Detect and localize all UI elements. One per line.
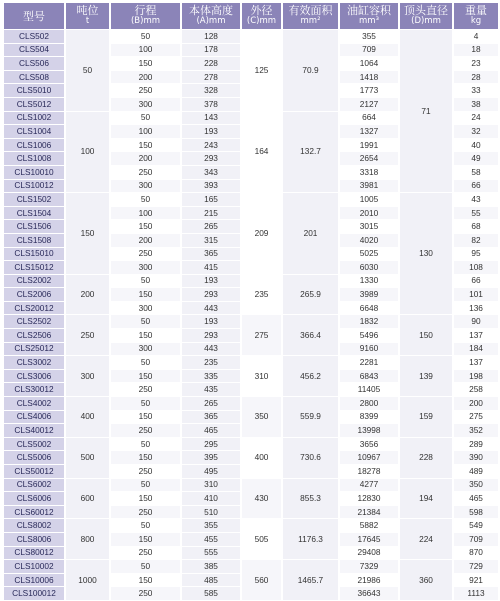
body-height-cell: 395 [182,451,240,464]
table-row [4,315,498,328]
cylinder-volume-cell: 7329 [340,560,398,573]
body-height-cell: 278 [182,71,240,84]
weight-cell: 709 [454,533,498,546]
model-cell: CLS4002 [4,397,64,410]
body-height-cell: 128 [182,30,240,43]
stroke-cell: 50 [111,397,180,410]
model-cell: CLS1008 [4,152,64,165]
body-height-cell: 555 [182,547,240,560]
stroke-cell: 250 [111,166,180,179]
weight-cell: 66 [454,180,498,193]
body-height-cell: 235 [182,356,240,369]
weight-cell: 43 [454,193,498,206]
model-cell: CLS1004 [4,125,64,138]
model-cell: CLS25012 [4,343,64,356]
spec-table [2,2,500,601]
weight-cell: 549 [454,519,498,532]
stroke-cell: 250 [111,506,180,519]
effective-area-cell: 855.3 [283,479,338,519]
weight-cell: 258 [454,383,498,396]
weight-cell: 82 [454,234,498,247]
tonnage-cell: 250 [66,315,109,355]
body-height-cell: 585 [182,587,240,600]
model-cell: CLS1002 [4,112,64,125]
weight-cell: 921 [454,574,498,587]
cylinder-volume-cell: 36643 [340,587,398,600]
weight-cell: 68 [454,220,498,233]
stroke-cell: 50 [111,560,180,573]
cylinder-volume-cell: 1327 [340,125,398,138]
cylinder-volume-cell: 4277 [340,479,398,492]
stroke-cell: 300 [111,180,180,193]
model-cell: CLS504 [4,44,64,57]
cylinder-volume-cell: 29408 [340,547,398,560]
model-cell: CLS80012 [4,547,64,560]
stroke-cell: 250 [111,547,180,560]
body-height-cell: 343 [182,166,240,179]
body-height-cell: 243 [182,139,240,152]
weight-cell: 55 [454,207,498,220]
outer-diameter-cell: 560 [242,560,281,600]
table-row [4,479,498,492]
effective-area-cell: 1176.3 [283,519,338,559]
stroke-cell: 150 [111,57,180,70]
stroke-cell: 150 [111,574,180,587]
model-cell: CLS30012 [4,383,64,396]
tonnage-cell: 600 [66,479,109,519]
stroke-cell: 300 [111,302,180,315]
model-cell: CLS4006 [4,411,64,424]
table-row [4,30,498,43]
model-cell: CLS100012 [4,587,64,600]
weight-cell: 23 [454,57,498,70]
stroke-cell: 150 [111,139,180,152]
weight-cell: 4 [454,30,498,43]
model-cell: CLS1506 [4,220,64,233]
cylinder-volume-cell: 3989 [340,288,398,301]
stroke-cell: 150 [111,533,180,546]
model-cell: CLS3006 [4,370,64,383]
cylinder-volume-cell: 2010 [340,207,398,220]
header-effective-area: 有效面积 mm² [283,3,338,29]
model-cell: CLS1006 [4,139,64,152]
tonnage-cell: 500 [66,438,109,478]
cylinder-volume-cell: 10967 [340,451,398,464]
head-diameter-cell: 150 [400,315,452,355]
cylinder-volume-cell: 21986 [340,574,398,587]
body-height-cell: 178 [182,44,240,57]
outer-diameter-cell: 275 [242,315,281,355]
stroke-cell: 100 [111,207,180,220]
cylinder-volume-cell: 4020 [340,234,398,247]
stroke-cell: 250 [111,383,180,396]
effective-area-cell: 70.9 [283,30,338,111]
stroke-cell: 50 [111,438,180,451]
weight-cell: 1113 [454,587,498,600]
model-cell: CLS15010 [4,248,64,261]
weight-cell: 137 [454,329,498,342]
header-head-diameter: 顶头直径 (D)mm [400,3,452,29]
cylinder-volume-cell: 3318 [340,166,398,179]
body-height-cell: 293 [182,288,240,301]
cylinder-volume-cell: 5882 [340,519,398,532]
cylinder-volume-cell: 3981 [340,180,398,193]
body-height-cell: 410 [182,492,240,505]
model-cell: CLS40012 [4,424,64,437]
effective-area-cell: 265.9 [283,275,338,315]
effective-area-cell: 1465.7 [283,560,338,600]
spec-table-body [4,30,498,600]
cylinder-volume-cell: 3656 [340,438,398,451]
body-height-cell: 510 [182,506,240,519]
body-height-cell: 228 [182,57,240,70]
weight-cell: 33 [454,84,498,97]
cylinder-volume-cell: 5025 [340,248,398,261]
model-cell: CLS10002 [4,560,64,573]
head-diameter-cell: 159 [400,397,452,437]
tonnage-cell: 50 [66,30,109,111]
header-row [4,3,498,29]
stroke-cell: 250 [111,587,180,600]
body-height-cell: 193 [182,275,240,288]
body-height-cell: 485 [182,574,240,587]
body-height-cell: 365 [182,411,240,424]
body-height-cell: 143 [182,112,240,125]
body-height-cell: 443 [182,302,240,315]
stroke-cell: 100 [111,125,180,138]
stroke-cell: 300 [111,98,180,111]
effective-area-cell: 456.2 [283,356,338,396]
cylinder-volume-cell: 6648 [340,302,398,315]
outer-diameter-cell: 310 [242,356,281,396]
stroke-cell: 200 [111,71,180,84]
stroke-cell: 250 [111,84,180,97]
model-cell: CLS50012 [4,465,64,478]
cylinder-volume-cell: 12830 [340,492,398,505]
stroke-cell: 50 [111,519,180,532]
body-height-cell: 365 [182,248,240,261]
body-height-cell: 328 [182,84,240,97]
header-outer-diameter: 外径 (C)mm [242,3,281,29]
outer-diameter-cell: 400 [242,438,281,478]
outer-diameter-cell: 125 [242,30,281,111]
head-diameter-cell: 360 [400,560,452,600]
model-cell: CLS6006 [4,492,64,505]
model-cell: CLS5010 [4,84,64,97]
body-height-cell: 455 [182,533,240,546]
cylinder-volume-cell: 6030 [340,261,398,274]
table-row [4,356,498,369]
cylinder-volume-cell: 2281 [340,356,398,369]
weight-cell: 137 [454,356,498,369]
model-cell: CLS10012 [4,180,64,193]
model-cell: CLS1502 [4,193,64,206]
stroke-cell: 150 [111,288,180,301]
weight-cell: 489 [454,465,498,478]
model-cell: CLS2502 [4,315,64,328]
stroke-cell: 50 [111,112,180,125]
body-height-cell: 295 [182,438,240,451]
cylinder-volume-cell: 13998 [340,424,398,437]
cylinder-volume-cell: 1991 [340,139,398,152]
head-diameter-cell: 194 [400,479,452,519]
body-height-cell: 415 [182,261,240,274]
model-cell: CLS5006 [4,451,64,464]
header-model: 型号 [4,3,64,29]
weight-cell: 198 [454,370,498,383]
model-cell: CLS1504 [4,207,64,220]
head-diameter-cell: 228 [400,438,452,478]
outer-diameter-cell: 350 [242,397,281,437]
effective-area-cell: 201 [283,193,338,274]
body-height-cell: 393 [182,180,240,193]
stroke-cell: 300 [111,261,180,274]
cylinder-volume-cell: 17645 [340,533,398,546]
weight-cell: 38 [454,98,498,111]
header-body-height: 本体高度 (A)mm [182,3,240,29]
model-cell: CLS2006 [4,288,64,301]
stroke-cell: 150 [111,492,180,505]
body-height-cell: 355 [182,519,240,532]
stroke-cell: 100 [111,44,180,57]
model-cell: CLS508 [4,71,64,84]
header-tonnage: 吨位 t [66,3,109,29]
weight-cell: 58 [454,166,498,179]
weight-cell: 870 [454,547,498,560]
cylinder-volume-cell: 1330 [340,275,398,288]
outer-diameter-cell: 235 [242,275,281,315]
stroke-cell: 50 [111,479,180,492]
stroke-cell: 150 [111,220,180,233]
outer-diameter-cell: 505 [242,519,281,559]
body-height-cell: 378 [182,98,240,111]
body-height-cell: 193 [182,315,240,328]
weight-cell: 729 [454,560,498,573]
body-height-cell: 443 [182,343,240,356]
head-diameter-cell: 71 [400,30,452,192]
head-diameter-cell: 224 [400,519,452,559]
cylinder-volume-cell: 6843 [340,370,398,383]
weight-cell: 598 [454,506,498,519]
body-height-cell: 315 [182,234,240,247]
model-cell: CLS5002 [4,438,64,451]
outer-diameter-cell: 209 [242,193,281,274]
weight-cell: 95 [454,248,498,261]
body-height-cell: 495 [182,465,240,478]
tonnage-cell: 200 [66,275,109,315]
weight-cell: 390 [454,451,498,464]
cylinder-volume-cell: 21384 [340,506,398,519]
effective-area-cell: 366.4 [283,315,338,355]
cylinder-volume-cell: 9160 [340,343,398,356]
weight-cell: 18 [454,44,498,57]
cylinder-volume-cell: 1832 [340,315,398,328]
tonnage-cell: 400 [66,397,109,437]
outer-diameter-cell: 164 [242,112,281,193]
weight-cell: 108 [454,261,498,274]
tonnage-cell: 800 [66,519,109,559]
cylinder-volume-cell: 2127 [340,98,398,111]
body-height-cell: 335 [182,370,240,383]
weight-cell: 465 [454,492,498,505]
cylinder-volume-cell: 18278 [340,465,398,478]
weight-cell: 101 [454,288,498,301]
table-row [4,438,498,451]
stroke-cell: 250 [111,465,180,478]
effective-area-cell: 730.6 [283,438,338,478]
effective-area-cell: 132.7 [283,112,338,193]
weight-cell: 66 [454,275,498,288]
table-row [4,560,498,573]
model-cell: CLS15012 [4,261,64,274]
weight-cell: 350 [454,479,498,492]
cylinder-volume-cell: 1064 [340,57,398,70]
cylinder-volume-cell: 11405 [340,383,398,396]
weight-cell: 24 [454,112,498,125]
stroke-cell: 200 [111,152,180,165]
head-diameter-cell: 139 [400,356,452,396]
stroke-cell: 50 [111,275,180,288]
cylinder-volume-cell: 2800 [340,397,398,410]
body-height-cell: 465 [182,424,240,437]
model-cell: CLS60012 [4,506,64,519]
cylinder-volume-cell: 5496 [340,329,398,342]
header-cylinder-volume: 油缸容积 mm³ [340,3,398,29]
body-height-cell: 385 [182,560,240,573]
stroke-cell: 50 [111,356,180,369]
stroke-cell: 150 [111,451,180,464]
weight-cell: 90 [454,315,498,328]
stroke-cell: 250 [111,248,180,261]
body-height-cell: 310 [182,479,240,492]
cylinder-volume-cell: 664 [340,112,398,125]
cylinder-volume-cell: 1418 [340,71,398,84]
weight-cell: 275 [454,411,498,424]
cylinder-volume-cell: 8399 [340,411,398,424]
model-cell: CLS502 [4,30,64,43]
stroke-cell: 150 [111,370,180,383]
stroke-cell: 150 [111,411,180,424]
body-height-cell: 435 [182,383,240,396]
model-cell: CLS8006 [4,533,64,546]
body-height-cell: 293 [182,152,240,165]
tonnage-cell: 100 [66,112,109,193]
body-height-cell: 193 [182,125,240,138]
weight-cell: 184 [454,343,498,356]
table-row [4,519,498,532]
head-diameter-cell: 130 [400,193,452,314]
body-height-cell: 265 [182,220,240,233]
weight-cell: 32 [454,125,498,138]
table-row [4,397,498,410]
cylinder-volume-cell: 1773 [340,84,398,97]
model-cell: CLS10006 [4,574,64,587]
stroke-cell: 50 [111,30,180,43]
header-weight: 重量 kg [454,3,498,29]
model-cell: CLS3002 [4,356,64,369]
model-cell: CLS2002 [4,275,64,288]
model-cell: CLS2506 [4,329,64,342]
model-cell: CLS8002 [4,519,64,532]
body-height-cell: 215 [182,207,240,220]
cylinder-volume-cell: 709 [340,44,398,57]
stroke-cell: 300 [111,343,180,356]
weight-cell: 289 [454,438,498,451]
stroke-cell: 50 [111,193,180,206]
weight-cell: 136 [454,302,498,315]
body-height-cell: 165 [182,193,240,206]
tonnage-cell: 1000 [66,560,109,600]
stroke-cell: 50 [111,315,180,328]
effective-area-cell: 559.9 [283,397,338,437]
model-cell: CLS5012 [4,98,64,111]
body-height-cell: 293 [182,329,240,342]
weight-cell: 200 [454,397,498,410]
weight-cell: 352 [454,424,498,437]
cylinder-volume-cell: 2654 [340,152,398,165]
model-cell: CLS10010 [4,166,64,179]
tonnage-cell: 300 [66,356,109,396]
tonnage-cell: 150 [66,193,109,274]
stroke-cell: 200 [111,234,180,247]
cylinder-volume-cell: 355 [340,30,398,43]
stroke-cell: 150 [111,329,180,342]
weight-cell: 28 [454,71,498,84]
model-cell: CLS20012 [4,302,64,315]
cylinder-volume-cell: 1005 [340,193,398,206]
cylinder-volume-cell: 3015 [340,220,398,233]
weight-cell: 40 [454,139,498,152]
body-height-cell: 265 [182,397,240,410]
model-cell: CLS1508 [4,234,64,247]
stroke-cell: 250 [111,424,180,437]
model-cell: CLS506 [4,57,64,70]
outer-diameter-cell: 430 [242,479,281,519]
model-cell: CLS6002 [4,479,64,492]
table-row [4,193,498,206]
weight-cell: 49 [454,152,498,165]
header-stroke: 行程 (B)mm [111,3,180,29]
